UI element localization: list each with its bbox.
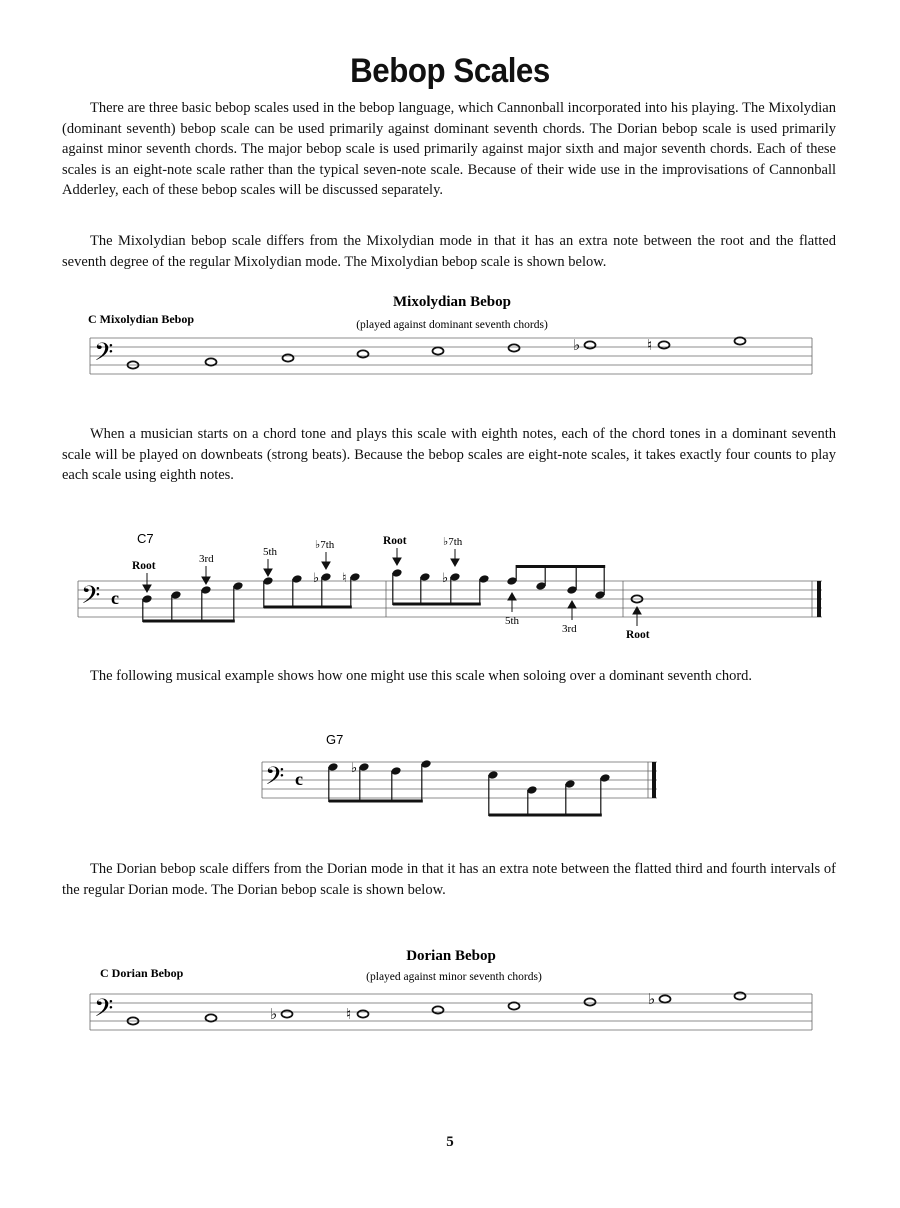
beam: [516, 565, 605, 568]
bass-clef-icon: 𝄢: [94, 994, 114, 1029]
mixolydian-heading: Mixolydian Bebop: [393, 294, 511, 310]
paragraph-dorian: The Dorian bebop scale differs from the Dorian mode in that it has an extra note between the flatted third and fourth intervals of the regular Dorian mode. The Dorian bebop scale is shown below.: [62, 861, 836, 898]
whole-note: [433, 1006, 444, 1013]
whole-note: [206, 1014, 217, 1021]
paragraph-eighth-notes: When a musician starts on a chord tone and plays this scale with eighth notes, each of the chord tones in a dominant seventh scale will be played on downbeats (strong beats). Because the bebop scales are eight-note scales, it takes exactly four counts to play each scale using eighth notes.: [62, 426, 836, 483]
whole-note: [735, 337, 746, 344]
whole-note: [735, 992, 746, 999]
annotation-root: Root: [383, 535, 407, 547]
whole-note: [585, 998, 596, 1005]
mixolydian-staff: [90, 338, 812, 374]
whole-note: [509, 1002, 520, 1009]
whole-note: [659, 341, 670, 348]
annotation-fifth: 5th: [263, 546, 278, 558]
dorian-staff: [90, 994, 812, 1030]
page-title: Bebop Scales: [350, 52, 550, 90]
chord-symbol-g7: G7: [326, 732, 344, 747]
beam: [489, 814, 602, 817]
flat-icon: ♭: [648, 990, 656, 1008]
dorian-heading: Dorian Bebop: [406, 948, 496, 964]
paragraph-soloing: The following musical example shows how one might use this scale when soloing over a dominant seventh chord.: [90, 668, 753, 684]
c7-notes: [141, 565, 642, 623]
g7-staff: [262, 762, 657, 798]
annotation-arrows: [143, 548, 641, 626]
paragraph-mixolydian: The Mixolydian bebop scale differs from the Mixolydian mode in that it has an extra note between the root and the flatted seventh degree of the regular Mixolydian mode. The Mixolydian bebop scale is shown below.: [62, 233, 836, 270]
whole-note: [283, 354, 294, 361]
flat-icon: ♭: [573, 336, 581, 354]
flat-icon: ♭: [313, 571, 320, 586]
bass-clef-icon: 𝄢: [265, 762, 285, 797]
whole-note: [282, 1010, 293, 1017]
c7-staff: [78, 581, 822, 617]
annotation-third: 3rd: [199, 553, 214, 565]
natural-icon: ♮: [346, 1005, 352, 1023]
common-time-icon: c: [111, 588, 119, 608]
whole-note: [358, 350, 369, 357]
dorian-label: C Dorian Bebop: [100, 966, 184, 980]
paragraph-intro: There are three basic bebop scales used in the bebop language, which Cannonball incorporated into his playing. The Mixolydian (dominant seventh) bebop scale can be used primarily against dominant seventh chords. The Dorian bebop scale is used primarily against minor seventh chords. The major bebop scale is used primarily against major sixth and major seventh chords. Each of these scales is an eight-note scale rather than the typical seven-note scale. Because of their wide use in the improvisations of Cannonball Adderley, each of these bebop scales will be discussed separately.: [62, 100, 836, 198]
mixolydian-label: C Mixolydian Bebop: [88, 312, 195, 326]
page-number: 5: [446, 1134, 454, 1150]
beam: [264, 606, 352, 609]
annotation-root: Root: [626, 629, 650, 641]
dorian-notes: [128, 990, 746, 1025]
g7-notes: [327, 759, 610, 816]
mixolydian-subheading: (played against dominant seventh chords): [356, 319, 548, 331]
natural-icon: ♮: [342, 571, 347, 586]
natural-icon: ♮: [647, 336, 653, 354]
bass-clef-icon: 𝄢: [94, 338, 114, 373]
annotation-third: 3rd: [562, 623, 577, 635]
whole-note: [509, 344, 520, 351]
flat-icon: ♭: [270, 1005, 278, 1023]
annotation-fifth: 5th: [505, 615, 520, 627]
whole-note: [206, 358, 217, 365]
final-barline: [817, 581, 821, 617]
mixolydian-notes: [128, 336, 746, 369]
bass-clef-icon: 𝄢: [81, 581, 101, 616]
dorian-subheading: (played against minor seventh chords): [366, 971, 542, 983]
flat-icon: ♭: [351, 761, 358, 776]
chord-symbol-c7: C7: [137, 531, 154, 546]
final-barline: [652, 762, 656, 798]
whole-note: [358, 1010, 369, 1017]
beam: [329, 800, 423, 803]
annotation-flat-seventh: ♭7th: [315, 539, 335, 551]
whole-note: [585, 341, 596, 348]
whole-note: [660, 995, 671, 1002]
beam: [393, 603, 481, 606]
common-time-icon: c: [295, 769, 303, 789]
beam: [143, 620, 235, 623]
flat-icon: ♭: [442, 571, 449, 586]
annotation-root: Root: [132, 560, 156, 572]
annotation-flat-seventh: ♭7th: [443, 536, 463, 548]
whole-note: [433, 347, 444, 354]
